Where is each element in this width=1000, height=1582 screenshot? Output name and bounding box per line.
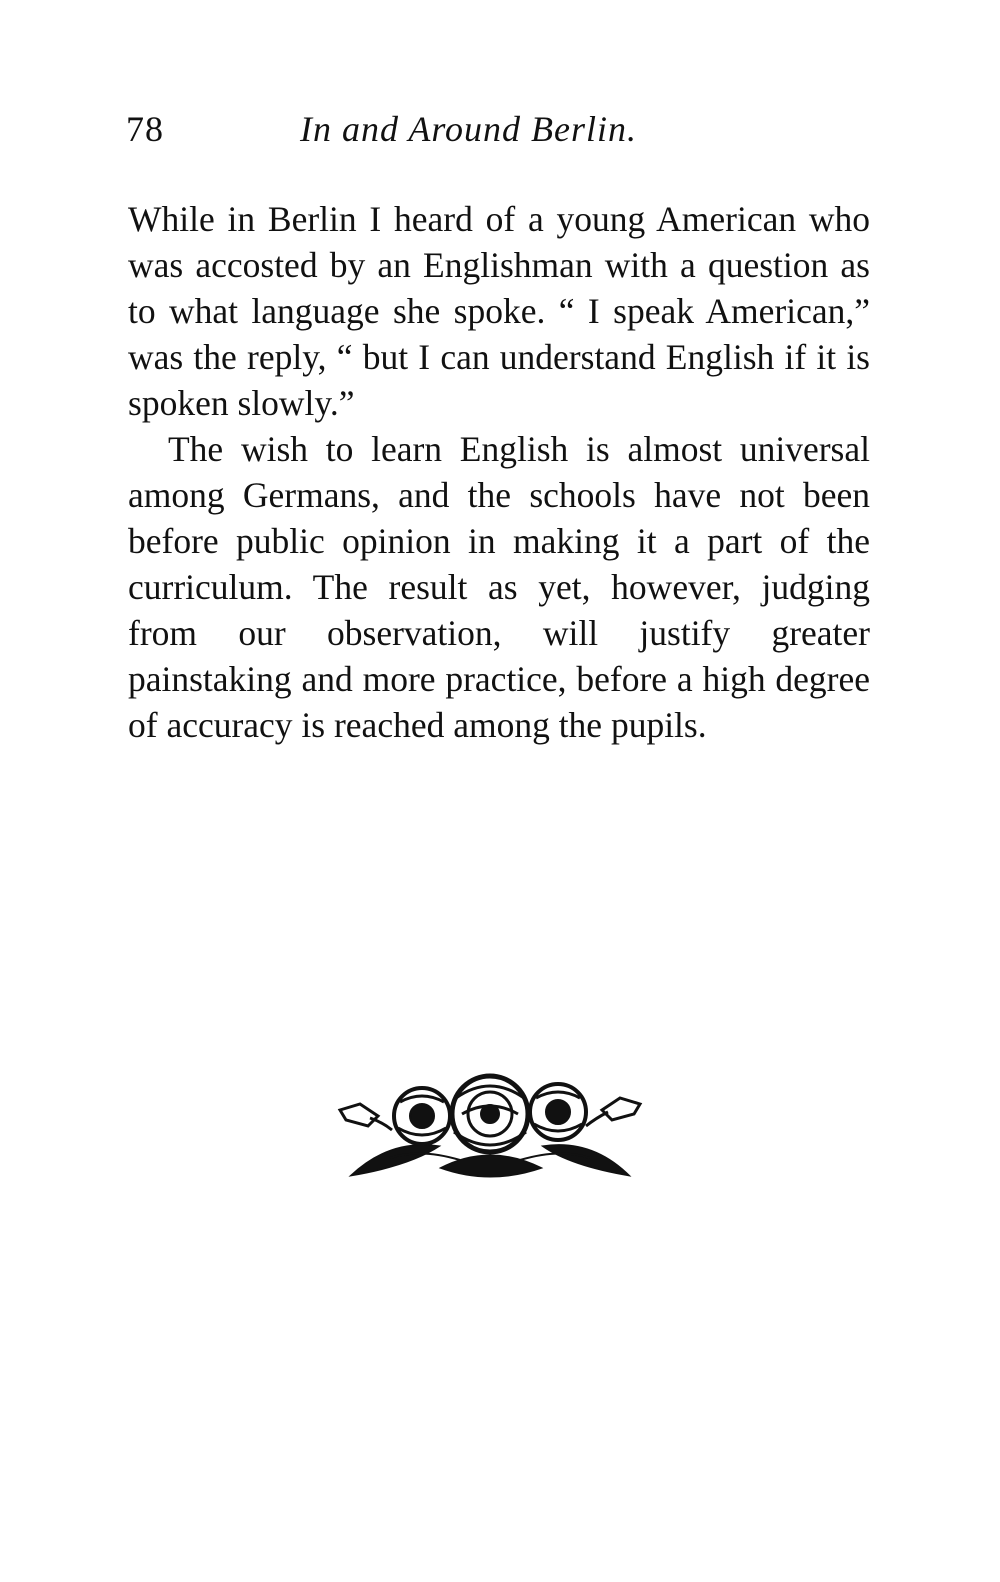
paragraph-1: While in Berlin I heard of a young American who was accosted by an Englishman with a question as to what language she spoke. “ I speak American,” was the reply, “ but I can understand English if it is spoken slowly.” [128,199,870,423]
floral-tailpiece-icon [330,1068,650,1188]
page-number: 78 [126,109,164,149]
running-title: In and Around Berlin. [300,109,637,149]
paragraph-2: The wish to learn English is almost universal among Germans, and the schools have not been before public opinion in making it a part of the curriculum. The result as yet, however, judging from our observation, will justify greater painstaking and more practice, before a high degree of accuracy is reached among the pupils. [128,429,870,745]
body-text [128,196,870,748]
running-head [126,104,870,154]
